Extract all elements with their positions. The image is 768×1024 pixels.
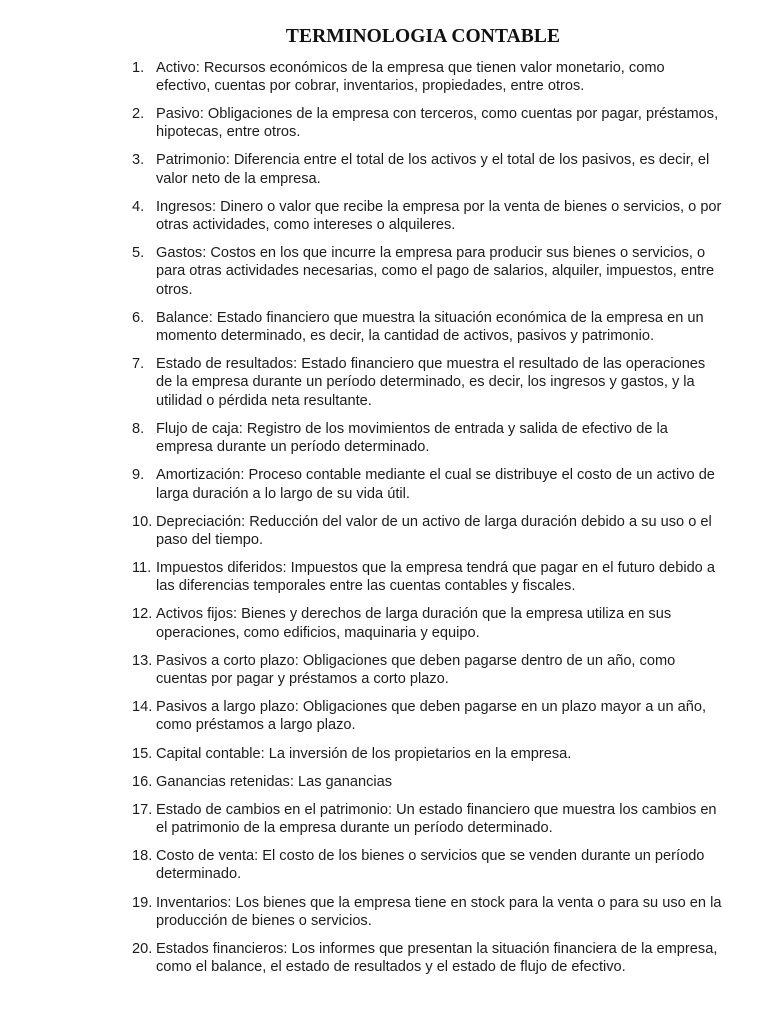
document-title: TERMINOLOGIA CONTABLE <box>285 26 561 47</box>
item-number: 19. <box>132 894 153 911</box>
list-item <box>132 244 722 299</box>
item-text: Pasivo: Obligaciones de la empresa con terceros, como cuentas por pagar, préstamos, hipotecas, entre otros. <box>156 105 719 141</box>
list-item <box>132 198 722 235</box>
item-text: Activo: Recursos económicos de la empresa que tienen valor monetario, como efectivo, cuentas por cobrar, inventarios, propiedades, entre otros. <box>156 59 665 94</box>
item-text: Activos fijos: Bienes y derechos de larga duración que la empresa utiliza en sus operaciones, como edificios, maquinaria y equipo. <box>156 606 672 641</box>
item-text: Flujo de caja: Registro de los movimientos de entrada y salida de efectivo de la empresa durante un período determinado. <box>156 420 668 456</box>
list-item <box>132 698 722 735</box>
list-item <box>132 652 722 689</box>
item-number: 12. <box>132 606 153 623</box>
list-item <box>132 847 722 884</box>
item-number: 18. <box>132 848 153 865</box>
list-item <box>132 894 722 931</box>
list-item <box>132 513 722 550</box>
item-text: Pasivos a corto plazo: Obligaciones que deben pagarse dentro de un año, como cuentas por pagar y préstamos a corto plazo. <box>156 652 676 688</box>
item-text: Gastos: Costos en los que incurre la empresa para producir sus bienes o servicios, o para otras actividades necesarias, como el pago de salarios, alquiler, impuestos, entre otros. <box>156 245 715 298</box>
item-text: Ingresos: Dinero o valor que recibe la empresa por la venta de bienes o servicios, o por otras actividades, como intereses o alquileres. <box>156 198 722 233</box>
item-number: 17. <box>132 801 153 818</box>
item-text: Costo de venta: El costo de los bienes o servicios que se venden durante un período determinado. <box>156 848 705 883</box>
list-item <box>132 605 722 642</box>
list-item <box>132 59 722 96</box>
item-number: 3. <box>132 152 145 169</box>
item-text: Amortización: Proceso contable mediante el cual se distribuye el costo de un activo de larga duración a lo largo de su vida útil. <box>156 467 715 502</box>
item-number: 6. <box>132 309 145 326</box>
list-item <box>132 355 722 410</box>
item-text: Ganancias retenidas: Las ganancias <box>156 773 393 790</box>
item-number: 8. <box>132 420 145 437</box>
item-number: 2. <box>132 105 145 122</box>
item-text: Depreciación: Reducción del valor de un activo de larga duración debido a su uso o el paso del tiempo. <box>156 513 712 548</box>
list-item <box>132 559 722 596</box>
item-text: Estado de resultados: Estado financiero que muestra el resultado de las operaciones de la empresa durante un período determinado, es decir, los ingresos y gastos, y la utilidad o pérdida neta resultante. <box>156 356 706 409</box>
item-number: 4. <box>132 198 145 215</box>
item-text: Capital contable: La inversión de los propietarios en la empresa. <box>156 745 572 762</box>
item-text: Estado de cambios en el patrimonio: Un estado financiero que muestra los cambios en el patrimonio de la empresa durante un período determinado. <box>156 801 717 837</box>
item-number: 16. <box>132 773 153 790</box>
list-item <box>132 309 722 346</box>
list-item <box>132 105 722 142</box>
item-number: 15. <box>132 745 153 762</box>
item-text: Balance: Estado financiero que muestra la situación económica de la empresa en un momento determinado, es decir, la cantidad de activos, pasivos y patrimonio. <box>156 309 704 345</box>
list-item <box>132 940 722 977</box>
item-text: Pasivos a largo plazo: Obligaciones que deben pagarse en un plazo mayor a un año, como préstamos a largo plazo. <box>156 699 707 734</box>
item-number: 13. <box>132 652 153 669</box>
list-item <box>132 151 722 188</box>
item-number: 5. <box>132 245 145 262</box>
item-text: Patrimonio: Diferencia entre el total de los activos y el total de los pasivos, es decir, el valor neto de la empresa. <box>156 152 710 187</box>
item-number: 10. <box>132 513 153 530</box>
item-number: 1. <box>132 59 145 76</box>
item-text: Inventarios: Los bienes que la empresa tiene en stock para la venta o para su uso en la producción de bienes o servicios. <box>156 894 722 929</box>
item-number: 14. <box>132 699 153 716</box>
list-item <box>132 745 722 763</box>
list-item <box>132 466 722 503</box>
item-number: 11. <box>132 560 152 576</box>
list-item <box>132 773 722 791</box>
item-text: Estados financieros: Los informes que presentan la situación financiera de la empresa, como el balance, el estado de resultados y el estado de flujo de efectivo. <box>156 940 718 976</box>
item-number: 7. <box>132 356 145 373</box>
terminology-list <box>132 59 722 987</box>
item-number: 20. <box>132 940 153 957</box>
item-number: 9. <box>132 467 145 484</box>
item-text: Impuestos diferidos: Impuestos que la empresa tendrá que pagar en el futuro debido a las diferencias temporales entre las cuentas contables y fiscales. <box>156 560 715 595</box>
list-item <box>132 801 722 838</box>
list-item <box>132 420 722 457</box>
